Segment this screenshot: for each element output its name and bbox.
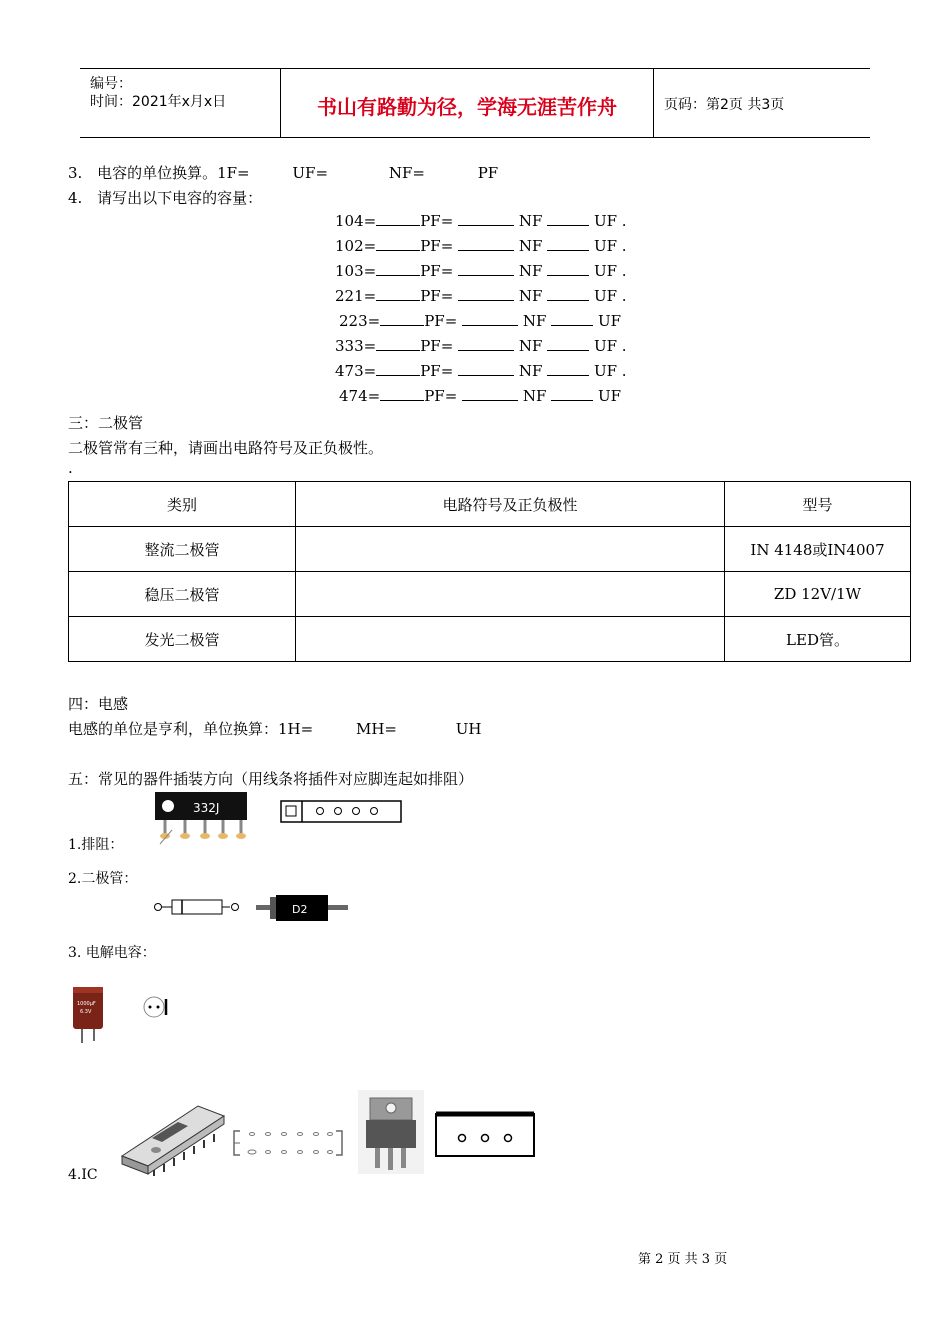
capacitor-row: [335, 237, 627, 255]
pf-blank[interactable]: [376, 238, 420, 251]
cap-code: 221=: [335, 287, 377, 305]
header-motto-cell: [281, 69, 654, 137]
cap-nf: NF: [522, 312, 547, 330]
section-5-title: 五：常见的器件插装方向（用线条将插件对应脚连起如排阻）: [68, 770, 474, 788]
table-row: [69, 527, 911, 572]
row-symbol[interactable]: [296, 527, 725, 572]
header-page-cell: [654, 69, 870, 137]
cap-uf: UF .: [593, 262, 627, 280]
row-model: IN 4148或IN4007: [725, 527, 911, 572]
page-footer: 第 2 页 共 3 页: [638, 1252, 728, 1267]
uf-blank[interactable]: [547, 363, 589, 376]
item-3-label: 3. 电解电容：: [68, 945, 156, 961]
cap-pf: PF=: [420, 337, 454, 355]
capacitor-row: [335, 262, 627, 280]
cap-pf: PF=: [420, 262, 454, 280]
item-4-label: 4.IC: [68, 1167, 98, 1183]
row-model: LED管。: [725, 617, 911, 662]
cap-nf: NF: [518, 212, 543, 230]
nf-blank[interactable]: [458, 338, 514, 351]
time-label: 时间：2021年x月x日: [90, 94, 227, 110]
diode-footprint: [150, 895, 245, 919]
resistor-footprint: [280, 800, 404, 824]
table-header-row: [69, 482, 911, 527]
pf-blank[interactable]: [376, 363, 420, 376]
header-meta-cell: [80, 69, 281, 137]
row-type: 整流二极管: [69, 527, 296, 572]
resistor-network-image: [150, 790, 260, 850]
mh-label: MH=: [355, 720, 397, 738]
section-3-dot: .: [68, 459, 73, 477]
question-3: [68, 162, 498, 183]
section-3-desc: 二极管常有三种，请画出电路符号及正负极性。: [68, 439, 384, 457]
ic-chip-image: [120, 1104, 230, 1176]
pf-blank[interactable]: [376, 338, 420, 351]
cap-pf: PF=: [424, 312, 458, 330]
item-2-label: 2.二极管：: [68, 871, 138, 887]
row-type: 稳压二极管: [69, 572, 296, 617]
header-type: 类别: [69, 482, 296, 527]
resistor-code: 332J: [193, 801, 220, 815]
pf-label: PF: [477, 164, 499, 182]
row-symbol[interactable]: [296, 572, 725, 617]
capacitor-row: [335, 362, 627, 380]
section-4-desc: [68, 718, 482, 739]
regulator-image: [358, 1090, 424, 1174]
cap-nf: NF: [518, 362, 543, 380]
question-text: 请写出以下电容的容量：: [97, 189, 263, 207]
diode-table: [68, 481, 911, 662]
cap-uf: UF: [597, 312, 622, 330]
cap-pf: PF=: [420, 287, 454, 305]
pf-blank[interactable]: [376, 213, 420, 226]
pf-blank[interactable]: [376, 288, 420, 301]
cap-code: 104=: [335, 212, 377, 230]
capacitor-row: [335, 287, 627, 305]
table-row: [69, 617, 911, 662]
uh-label: UH: [455, 720, 482, 738]
cap-uf: UF: [597, 387, 622, 405]
cap-uf: UF .: [593, 287, 627, 305]
nf-blank[interactable]: [458, 238, 514, 251]
cap-code: 102=: [335, 237, 377, 255]
nf-label: NF=: [388, 164, 425, 182]
capacitor-row: [339, 312, 621, 330]
regulator-footprint: [434, 1110, 538, 1160]
uf-blank[interactable]: [551, 313, 593, 326]
section-3-title: 三：二极管: [68, 414, 144, 432]
cap-pf: PF=: [424, 387, 458, 405]
row-symbol[interactable]: [296, 617, 725, 662]
cap-code: 333=: [335, 337, 377, 355]
capacitor-row: [335, 212, 627, 230]
electrolytic-cap-footprint: [142, 994, 172, 1020]
cap-code: 473=: [335, 362, 377, 380]
cap-uf: UF .: [593, 362, 627, 380]
cap-pf: PF=: [420, 237, 454, 255]
cap-label-2: 6.3V: [80, 1009, 92, 1015]
question-4: [68, 187, 262, 208]
uf-blank[interactable]: [551, 388, 593, 401]
nf-blank[interactable]: [458, 213, 514, 226]
table-row: [69, 572, 911, 617]
pf-blank[interactable]: [380, 388, 424, 401]
cap-uf: UF .: [593, 212, 627, 230]
cap-pf: PF=: [420, 362, 454, 380]
nf-blank[interactable]: [462, 313, 518, 326]
question-text: 电容的单位换算。1F=: [97, 164, 250, 182]
question-number: 4.: [68, 189, 83, 207]
pf-blank[interactable]: [380, 313, 424, 326]
uf-blank[interactable]: [547, 263, 589, 276]
uf-blank[interactable]: [547, 213, 589, 226]
page-header: [80, 68, 870, 138]
motto: 书山有路勤为径，学海无涯苦作舟: [317, 95, 617, 119]
ic-footprint: [232, 1128, 344, 1158]
pf-blank[interactable]: [376, 263, 420, 276]
cap-uf: UF .: [593, 337, 627, 355]
capacitor-row: [335, 337, 627, 355]
number-label: 编号：: [90, 76, 132, 92]
question-number: 3.: [68, 164, 83, 182]
cap-code: 103=: [335, 262, 377, 280]
cap-nf: NF: [518, 287, 543, 305]
page-info: 页码：第2页 共3页: [664, 97, 785, 113]
pin1-marker: [162, 800, 174, 812]
header-symbol: 电路符号及正负极性: [296, 482, 725, 527]
cap-code: 474=: [339, 387, 381, 405]
diode-image: [256, 893, 351, 923]
cap-nf: NF: [518, 262, 543, 280]
capacitor-row: [339, 387, 621, 405]
item-1-label: 1.排阻：: [68, 837, 124, 853]
uf-blank[interactable]: [547, 238, 589, 251]
cap-nf: NF: [518, 237, 543, 255]
nf-blank[interactable]: [458, 263, 514, 276]
row-type: 发光二极管: [69, 617, 296, 662]
cap-nf: NF: [518, 337, 543, 355]
inductance-text: 电感的单位是亨利，单位换算：1H=: [68, 720, 314, 738]
uf-label: UF=: [292, 164, 329, 182]
cap-pf: PF=: [420, 212, 454, 230]
cap-code: 223=: [339, 312, 381, 330]
header-model: 型号: [725, 482, 911, 527]
section-4-title: 四：电感: [68, 695, 129, 713]
cap-uf: UF .: [593, 237, 627, 255]
nf-blank[interactable]: [458, 288, 514, 301]
uf-blank[interactable]: [547, 288, 589, 301]
diode-label: D2: [292, 903, 308, 916]
cap-nf: NF: [522, 387, 547, 405]
row-model: ZD 12V/1W: [725, 572, 911, 617]
nf-blank[interactable]: [458, 363, 514, 376]
nf-blank[interactable]: [462, 388, 518, 401]
uf-blank[interactable]: [547, 338, 589, 351]
electrolytic-cap-image: [70, 985, 110, 1045]
cap-label-1: 1000μF: [77, 1001, 96, 1007]
resistor-pins: [160, 820, 246, 844]
ic-footprint-pads: [248, 1133, 333, 1155]
